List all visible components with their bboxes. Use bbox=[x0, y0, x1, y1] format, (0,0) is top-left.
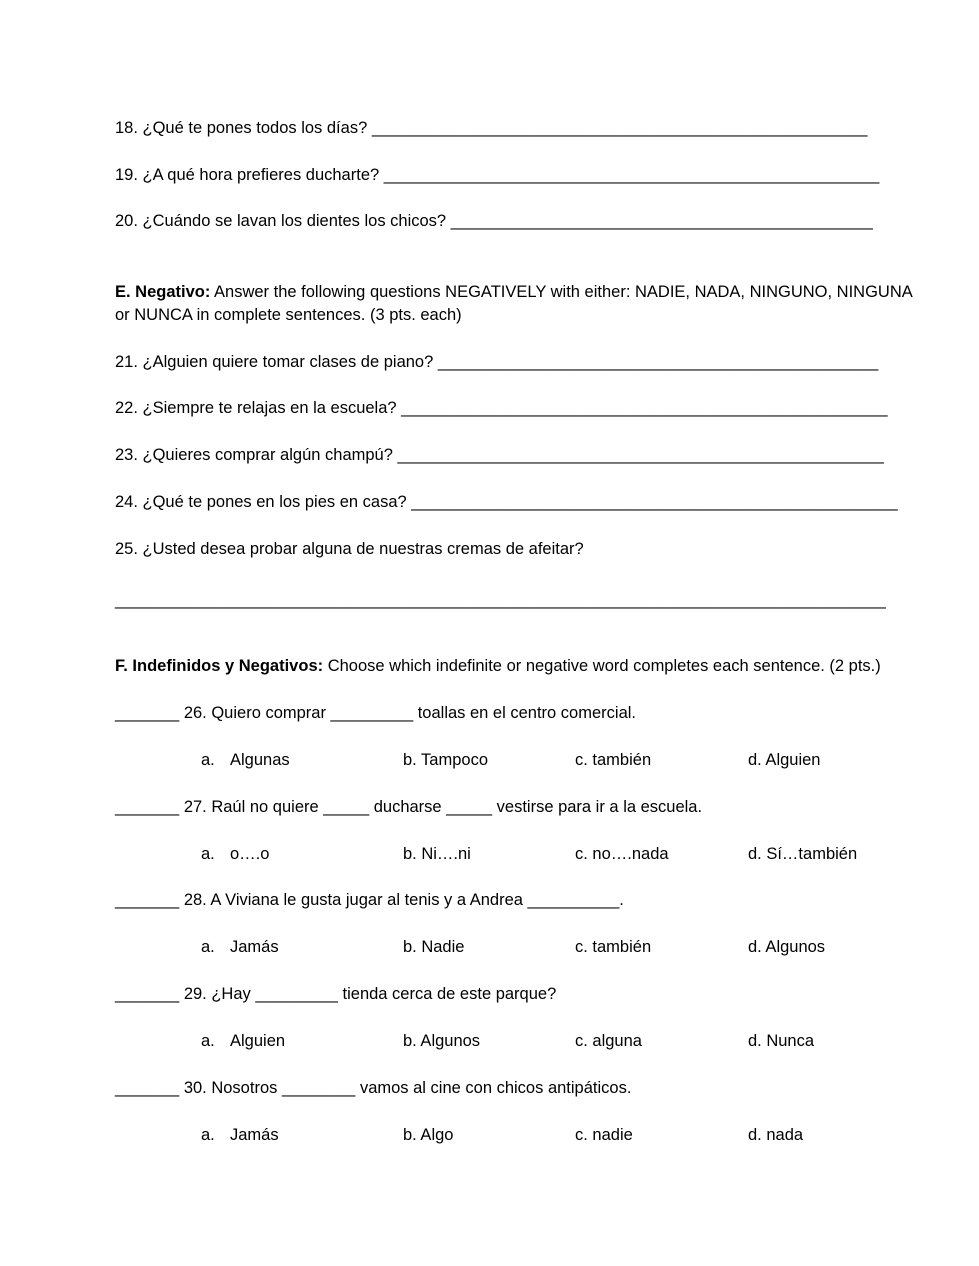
option-a[interactable]: a. Alguien bbox=[201, 1032, 286, 1050]
answer-blank[interactable]: _____________________________________________________ bbox=[397, 446, 884, 464]
item-27-stem: _______ 27. Raúl no quiere _____ ducharse _____ vestirse para ir a la escuela. bbox=[115, 798, 703, 816]
option-d[interactable]: d. Nunca bbox=[748, 1032, 815, 1050]
item-29-stem: _______ 29. ¿Hay _________ tienda cerca de este parque? bbox=[115, 985, 557, 1003]
option-b[interactable]: b. Algunos bbox=[403, 1032, 481, 1050]
option-a[interactable]: a. Jamás bbox=[201, 1126, 279, 1144]
option-c[interactable]: c. también bbox=[575, 751, 652, 769]
answer-blank[interactable]: ______________________________________________ bbox=[450, 212, 873, 230]
option-c[interactable]: c. alguna bbox=[575, 1032, 642, 1050]
question-18: 18. ¿Qué te pones todos los días? ______________________________________________________ bbox=[115, 119, 868, 137]
option-d[interactable]: d. Sí…también bbox=[748, 845, 858, 863]
question-19: 19. ¿A qué hora prefieres ducharte? ______________________________________________________ bbox=[115, 166, 880, 184]
option-a[interactable]: a. Jamás bbox=[201, 938, 279, 956]
answer-line-25[interactable]: ____________________________________________________________________________________ bbox=[115, 591, 886, 609]
section-e-heading: E. Negativo: bbox=[115, 283, 211, 301]
option-b[interactable]: b. Ni….ni bbox=[403, 845, 471, 863]
answer-blank[interactable]: ______________________________________________________ bbox=[371, 119, 868, 137]
item-26-stem: _______ 26. Quiero comprar _________ toallas en el centro comercial. bbox=[115, 704, 636, 722]
answer-blank[interactable]: _____________________________________________________ bbox=[411, 493, 898, 511]
item-28-stem: _______ 28. A Viviana le gusta jugar al tenis y a Andrea __________. bbox=[115, 891, 624, 909]
question-23: 23. ¿Quieres comprar algún champú? _____________________________________________________ bbox=[115, 446, 884, 464]
question-25: 25. ¿Usted desea probar alguna de nuestras cremas de afeitar? bbox=[115, 540, 584, 558]
option-d[interactable]: d. nada bbox=[748, 1126, 804, 1144]
option-b[interactable]: b. Algo bbox=[403, 1126, 454, 1144]
answer-blank[interactable]: ______________________________________________________ bbox=[383, 166, 880, 184]
question-22: 22. ¿Siempre te relajas en la escuela? _____________________________________________________ bbox=[115, 399, 888, 417]
option-a[interactable]: a. o….o bbox=[201, 845, 270, 863]
option-b[interactable]: b. Tampoco bbox=[403, 751, 488, 769]
option-b[interactable]: b. Nadie bbox=[403, 938, 465, 956]
option-c[interactable]: c. también bbox=[575, 938, 652, 956]
answer-blank[interactable]: ________________________________________________ bbox=[437, 353, 879, 371]
option-c[interactable]: c. no….nada bbox=[575, 845, 669, 863]
section-f-heading: F. Indefinidos y Negativos: bbox=[115, 657, 324, 675]
section-e-instructions: E. Negativo: Answer the following questions NEGATIVELY with either: NADIE, NADA, NINGUNO, NINGUNA or NUNCA in complete sentences. (3 pts. each) bbox=[115, 283, 912, 324]
item-30-stem: _______ 30. Nosotros ________ vamos al cine con chicos antipáticos. bbox=[115, 1079, 632, 1097]
question-20: 20. ¿Cuándo se lavan los dientes los chicos? ______________________________________________ bbox=[115, 212, 873, 230]
question-21: 21. ¿Alguien quiere tomar clases de piano? ________________________________________________ bbox=[115, 353, 879, 371]
option-a[interactable]: a. Algunas bbox=[201, 751, 290, 769]
option-c[interactable]: c. nadie bbox=[575, 1126, 633, 1144]
option-d[interactable]: d. Algunos bbox=[748, 938, 826, 956]
answer-blank[interactable]: _____________________________________________________ bbox=[401, 399, 888, 417]
section-f-instructions: F. Indefinidos y Negativos: Choose which indefinite or negative word completes each sentence. (2 pts.) bbox=[115, 657, 881, 675]
option-d[interactable]: d. Alguien bbox=[748, 751, 821, 769]
question-24: 24. ¿Qué te pones en los pies en casa? _____________________________________________________ bbox=[115, 493, 898, 511]
